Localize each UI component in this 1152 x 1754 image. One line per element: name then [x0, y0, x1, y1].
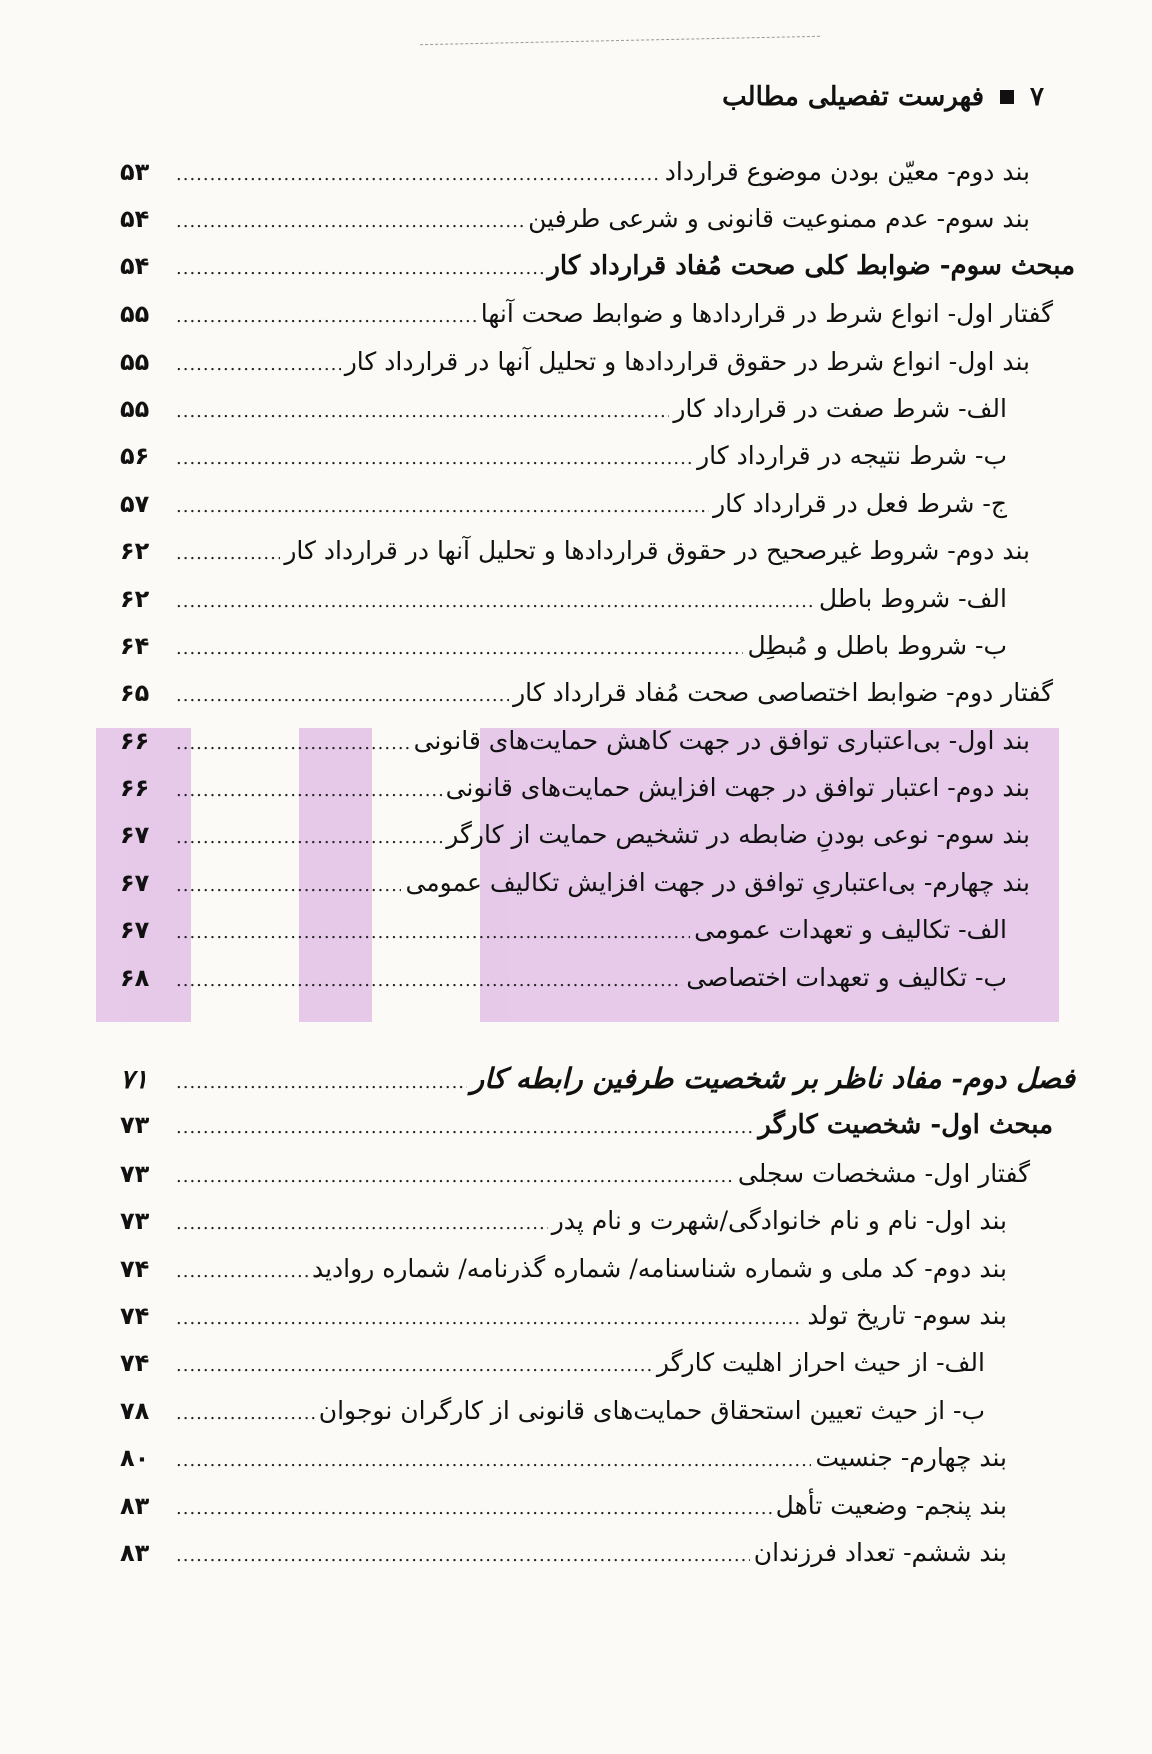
toc-entry [120, 1529, 1075, 1576]
toc-spacer [120, 1001, 1075, 1055]
toc-entry-title: بند سوم- تاریخ تولد [807, 1300, 1007, 1330]
toc-leader-dots [176, 1342, 653, 1389]
toc-leader-dots [176, 1485, 772, 1532]
running-header [722, 72, 1044, 122]
toc-entry-title: گفتار اول- انواع شرط در قراردادها و ضوابط صحت آنها [480, 299, 1053, 329]
toc-entry [120, 1102, 1075, 1149]
toc-page-number: ۶۷ [120, 821, 150, 850]
toc-page-number: ۷۸ [120, 1396, 150, 1425]
toc-leader-dots [176, 151, 661, 198]
toc-leader-dots [176, 1059, 467, 1106]
toc-page-number: ۶۶ [120, 774, 150, 803]
toc-leader-dots [176, 1248, 308, 1295]
header-title: فهرست تفصیلی مطالب [722, 82, 985, 112]
toc-leader-dots [176, 1104, 754, 1151]
toc-entry-title: الف- تکالیف و تعهدات عمومی [694, 915, 1007, 945]
toc-page-number: ۵۵ [120, 394, 150, 423]
toc-page-number: ۷۳ [120, 1207, 150, 1236]
toc-page-number: ۵۷ [120, 489, 150, 518]
toc-page-number: ۸۳ [120, 1538, 150, 1567]
toc-entry [120, 1197, 1075, 1244]
toc-entry-title: ب- شروط باطل و مُبطِل [747, 630, 1007, 660]
toc-leader-dots [176, 388, 669, 435]
toc-entry-title: بند دوم- معیّن بودن موضوع قرارداد [664, 157, 1030, 186]
toc-entry-title: بند اول- انواع شرط در حقوق قراردادها و تحلیل آنها در قرارداد کار [344, 346, 1030, 376]
toc-entry-title: الف- شروط باطل [818, 583, 1007, 613]
toc-entry [120, 954, 1075, 1001]
toc-entry-title: الف- از حیث احراز اهلیت کارگر [656, 1348, 985, 1378]
toc-leader-dots [176, 198, 524, 245]
toc-entry [120, 764, 1075, 811]
toc-entry-title: ب- تکالیف و تعهدات اختصاصی [686, 962, 1007, 992]
toc-entry [120, 1292, 1075, 1339]
toc-entry [120, 1339, 1075, 1386]
header-page-number: ۷ [1030, 82, 1044, 112]
toc-leader-dots [176, 957, 682, 1004]
toc-entry [120, 432, 1075, 479]
toc-leader-dots [176, 625, 743, 672]
toc-entry-title: فصل دوم- مفاد ناظر بر شخصیت طرفین رابطه کار [470, 1062, 1075, 1096]
toc-entry-title: گفتار دوم- ضوابط اختصاصی صحت مُفاد قرارداد کار [513, 678, 1053, 708]
toc-leader-dots [176, 1437, 811, 1484]
toc-entry-title: بند اول- بی‌اعتباری توافق در جهت کاهش حمایت‌های قانونی [413, 725, 1030, 755]
toc-entry [120, 290, 1075, 337]
toc-page-number: ۵۴ [120, 251, 150, 280]
toc-entry [120, 669, 1075, 716]
toc-entry [120, 385, 1075, 432]
toc-entry-title: مبحث سوم- ضوابط کلی صحت مُفاد قرارداد کار [547, 250, 1075, 281]
toc-entry [120, 338, 1075, 385]
toc-page-number: ۸۳ [120, 1491, 150, 1520]
toc-leader-dots [176, 672, 509, 719]
toc-leader-dots [176, 814, 442, 861]
toc-leader-dots [176, 767, 442, 814]
toc-entry-title: بند چهارم- جنسیت [815, 1443, 1007, 1473]
toc-entry [120, 480, 1075, 527]
toc-entry [120, 1387, 1075, 1434]
toc-entry-title: بند دوم- اعتبار توافق در جهت افزایش حمایت‌های قانونی [445, 773, 1030, 803]
toc-entry-title: الف- شرط صفت در قرارداد کار [673, 393, 1007, 423]
toc-leader-dots [176, 341, 341, 388]
toc-page-number: ۶۷ [120, 868, 150, 897]
toc-entry [120, 148, 1075, 195]
toc-entry [120, 195, 1075, 242]
toc-group-chapter-two [120, 1055, 1075, 1576]
toc-page-number: ۵۳ [120, 158, 150, 186]
toc-entry [120, 906, 1075, 953]
toc-page-number: ۷۴ [120, 1301, 150, 1330]
toc-entry [120, 622, 1075, 669]
toc-entry-title: ب- از حیث تعیین استحقاق حمایت‌های قانونی از کارگران نوجوان [318, 1395, 985, 1425]
toc-page-number: ۶۵ [120, 679, 150, 708]
toc-entry-title: بند دوم- شروط غیرصحیح در حقوق قراردادها و تحلیل آنها در قرارداد کار [284, 536, 1030, 566]
toc-leader-dots [176, 720, 410, 767]
toc-leader-dots [176, 1153, 734, 1200]
toc-leader-dots [176, 1200, 548, 1247]
toc-entry [120, 575, 1075, 622]
toc-group-chapter-one [120, 148, 1075, 1001]
toc-leader-dots [176, 1532, 750, 1579]
toc-entry-title: بند ششم- تعداد فرزندان [753, 1537, 1007, 1567]
table-of-contents [120, 148, 1075, 1576]
toc-entry [120, 243, 1075, 290]
toc-entry-title: بند اول- نام و نام خانوادگی/شهرت و نام پدر [551, 1206, 1007, 1236]
toc-entry-title: بند سوم- نوعی بودنِ ضابطه در تشخیص حمایت از کارگر [446, 820, 1030, 850]
toc-leader-dots [176, 483, 709, 530]
toc-entry-title: بند چهارم- بی‌اعتباریِ توافق در جهت افزایش تکالیف عمومی [405, 867, 1030, 897]
toc-page-number: ۵۵ [120, 300, 150, 329]
toc-page-number: ۶۲ [120, 537, 150, 566]
toc-entry-title: بند سوم- عدم ممنوعیت قانونی و شرعی طرفین [528, 204, 1030, 234]
toc-leader-dots [176, 530, 280, 577]
toc-page-number: ۷۴ [120, 1349, 150, 1378]
toc-entry [120, 527, 1075, 574]
toc-entry-title: ب- شرط نتیجه در قرارداد کار [697, 441, 1007, 471]
toc-page-number: ۷۳ [120, 1111, 150, 1140]
toc-page-number: ۶۷ [120, 916, 150, 945]
toc-leader-dots [176, 1295, 803, 1342]
toc-entry-title: مبحث اول- شخصیت کارگر [758, 1110, 1053, 1141]
toc-entry-title: بند پنجم- وضعیت تأهل [775, 1490, 1007, 1520]
toc-entry [120, 1055, 1075, 1102]
toc-page-number: ۵۶ [120, 442, 150, 471]
toc-entry-title: گفتار اول- مشخصات سجلی [737, 1158, 1030, 1188]
toc-page-number: ۷۱ [120, 1065, 148, 1096]
toc-page-number: ۷۳ [120, 1159, 150, 1188]
toc-entry [120, 811, 1075, 858]
toc-leader-dots [176, 862, 401, 909]
toc-page-number: ۶۶ [120, 726, 150, 755]
toc-entry [120, 1245, 1075, 1292]
toc-leader-dots [176, 245, 543, 292]
scan-artifact-line [420, 36, 820, 45]
toc-entry [120, 1482, 1075, 1529]
toc-page-number: ۵۴ [120, 205, 150, 234]
toc-entry-title: ج- شرط فعل در قرارداد کار [713, 488, 1007, 518]
toc-entry [120, 717, 1075, 764]
toc-leader-dots [176, 293, 477, 340]
toc-leader-dots [176, 578, 815, 625]
toc-entry [120, 859, 1075, 906]
toc-entry-title: بند دوم- کد ملی و شماره شناسنامه/ شماره گذرنامه/ شماره روادید [311, 1253, 1007, 1283]
toc-page-number: ۷۴ [120, 1254, 150, 1283]
toc-page-number: ۸۰ [120, 1444, 150, 1473]
toc-leader-dots [176, 909, 690, 956]
toc-page-number: ۶۸ [120, 963, 150, 992]
toc-page-number: ۶۲ [120, 584, 150, 613]
toc-entry [120, 1150, 1075, 1197]
toc-page-number: ۵۵ [120, 347, 150, 376]
toc-page-number: ۶۴ [120, 631, 150, 660]
square-bullet-icon [1000, 90, 1014, 104]
toc-leader-dots [176, 1390, 315, 1437]
toc-leader-dots [176, 435, 693, 482]
toc-entry [120, 1434, 1075, 1481]
